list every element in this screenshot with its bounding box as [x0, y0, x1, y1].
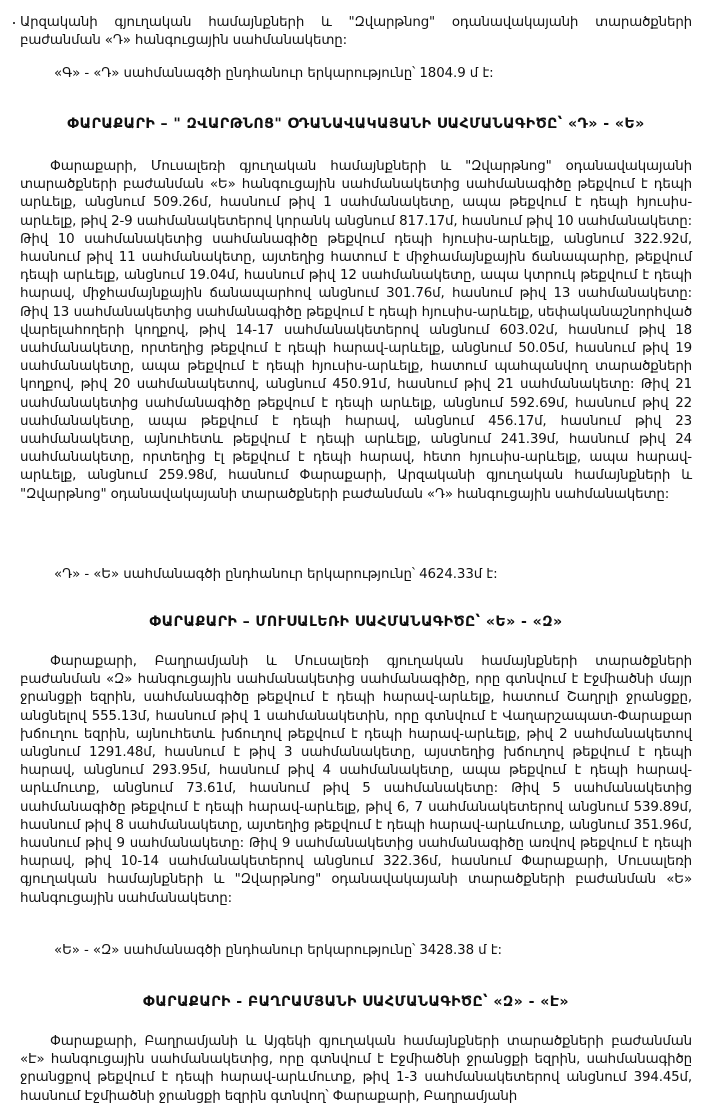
- section-heading-z-e: ՓԱՐԱՔԱՐԻ - ԲԱՂՐԱՄՅԱՆԻ ՍԱՀՄԱՆԱԳԻԾԸ՝ «Զ» - «Է»: [142, 994, 569, 1010]
- section-paragraph-d-e: Փարաքարի, Մուսալեռի գյուղական համայնքների և "Զվարթնոց" օդանավակայանի տարածքների բաժանման «Ե» հանգուցային սահմանակետից սահմանագիծը թեքվում է դեպի արևելք, անցնում 509.26մ, հասնում թիվ 1 սահմանակետը, ապա թեքվում է դեպի հյուսիս-արևելք, թիվ 2-9 սահմանակետերով կորանկ անցնում 817.17մ, հասնում թիվ 10 սահմանակետը: Թիվ 10 սահմանակետից սահմանագիծը թեքվում դեպի հյուսիս-արևելք, անցնում 322.92մ, հասնում թիվ 11 սահմանակետը, այտեղից հատում է միջհամայնքային ճանապարհը, թեքվում դեպի արևելք, անցնում 19.04մ, հասնում թիվ 12 սահմանակետը, ապա կտրուկ թեքվում է դեպի հարավ, միջհամայնքային ճանապարհով անցնում 301.76մ, հասնում թիվ 13 սահմանակետը: Թիվ 13 սահմանակետից սահմանագիծը թեքվում է դեպի հյուսիս-արևելք, սեփականաշնորհված վարելահողերի կողքով, թիվ 14-17 սահմանակետերով անցնում 603.02մ, հասնում թիվ 18 սահմանակետը, որտեղից թեքվում է դեպի հարավ-արևելք, անցնում 50.05մ, հասնում թիվ 19 սահմանակետը, ապա թեքվում է դեպի հյուսիս-արևելք, հատում պահպանվող տարածքների կողքով, թիվ 20 սահմանակետով, անցնում 450.91մ, հասնում թիվ 21 սահմանակետը: Թիվ 21 սահմանակետից սահմանագիծը թեքվում է դեպի արևելք, անցնում 592.69մ, հասնում թիվ 22 սահմանակետը, ապա թեքվում է դեպի հարավ, անցնում 456.17մ, հասնում թիվ 23 սահմանակետը, այնուհետև թեքվում է դեպի արևելք, անցնում 241.39մ, հասնում թիվ 24 սահմանակետը, որտեղից էլ թեքվում է դեպի հարավ, հետո հյուսիս-արևելք, ապա հարավ-արևելք, անցնում 259.98մ, հասնում Փարաքարի, Արզականի գյուղական համայնքների և "Զվարթնոց" օդանավակայանի տարածքների բաժանման «Դ» հանգուցային սահմանակետը:: [20, 159, 692, 502]
- scan-dot: [13, 22, 15, 24]
- section-heading-d-e: ՓԱՐԱՔԱՐԻ – " ԶՎԱՐԹՆՈՑ" ՕԴԱՆԱՎԱԿԱՅԱՆԻ ՍԱՀՄԱՆԱԳԻԾԸ՝ «Դ» - «Ե»: [67, 116, 645, 132]
- intro-total-block: [20, 65, 692, 83]
- segment-total-g-d: «Գ» - «Դ» սահմանագծի ընդհանուր երկարությունը՝ 1804.9 մ է:: [54, 66, 494, 81]
- section-1-total-block: [20, 566, 692, 584]
- section-3-heading-block: [20, 992, 692, 1012]
- segment-total-e-z: «Ե» - «Զ» սահմանագծի ընդհանուր երկարությունը՝ 3428.38 մ է:: [54, 943, 502, 958]
- section-2-total-block: [20, 942, 692, 960]
- segment-total-d-e: «Դ» - «Ե» սահմանագծի ընդհանուր երկարությունը՝ 4624.33մ է:: [54, 567, 498, 582]
- section-paragraph-z-e: Փարաքարի, Բաղրամյանի և Այգեկի գյուղական համայնքների տարածքների բաժանման «Է» հանգուցային սահմանակետից, որը գտնվում է Էջմիածնի ջրանցքի եզրին, սահմանագիծը ջրանցքով թեքվում է դեպի հարավ-արևմուտք, թիվ 1-3 սահմանակետերով անցնում 394.45մ, հասնում Էջմիածնի ջրանցքի եզրին գտնվող՝ Փարաքարի, Բաղրամյանի: [20, 1034, 692, 1104]
- section-paragraph-e-z: Փարաքարի, Բաղրամյանի և Մուսալեռի գյուղական համայնքների տարածքների բաժանման «Զ» հանգուցային սահմանակետից սահմանագիծը, որը գտնվում է Էջմիածնի մայր ջրանցքի եզրին, սահմանագիծը թեքվում է դեպի հարավ-արևելք, հատում Շաղրլի ջրանցքը, անցնելով 555.13մ, հասնում թիվ 1 սահմանակետին, որը գտնվում է Վաղարշապատ-Փարաքար խճուղու եզրին, այնուհետև խճուղով թեքվում է դեպի հարավ-արևելք, թիվ 2 սահմանակետով անցնում 1291.48մ, հասնում է թիվ 3 սահմանակետը, այստեղից խճուղով թեքվում է դեպի հարավ, անցնում 293.95մ, հասնում թիվ 4 սահմանակետը, ապա թեքվում է դեպի հարավ-արևմուտք, անցնում 73.61մ, հասնում թիվ 5 սահմանակետը: Թիվ 5 սահմանակետից սահմանագիծը թեքվում է դեպի հարավ-արևելք, թիվ 6, 7 սահմանակետերով անցնում 539.89մ, հասնում թիվ 8 սահմանակետը, այտեղից թեքվում է դեպի հարավ-արևմուտք, անցնում 351.96մ, հասնում թիվ 9 սահմանակետը: Թիվ 9 սահմանակետից սահմանագիծը առվով թեքվում է դեպի հարավ, թիվ 10-14 սահմանակետերով անցնում 322.36մ, հասնում Փարաքարի, Մուսալեռի գյուղական համայնքների և "Զվարթնոց" օդանավակայանի տարածքների բաժանման «Ե» հանգուցային սահմանակետը:: [20, 654, 692, 906]
- intro-block: [20, 14, 692, 50]
- section-2-body: [20, 653, 692, 908]
- section-1-heading-block: [20, 114, 692, 134]
- section-2-heading-block: [20, 612, 692, 632]
- section-heading-e-z: ՓԱՐԱՔԱՐԻ – ՄՈՒՍԱԼԵՌԻ ՍԱՀՄԱՆԱԳԻԾԸ՝ «Ե» - «Զ»: [149, 614, 563, 630]
- section-1-body: [20, 158, 692, 504]
- intro-paragraph: Արզականի գյուղական համայնքների և "Զվարթնոց" օդանավակայանի տարածքների բաժանման «Դ» հանգուցային սահմանակետը:: [20, 15, 692, 49]
- section-3-body: [20, 1033, 692, 1106]
